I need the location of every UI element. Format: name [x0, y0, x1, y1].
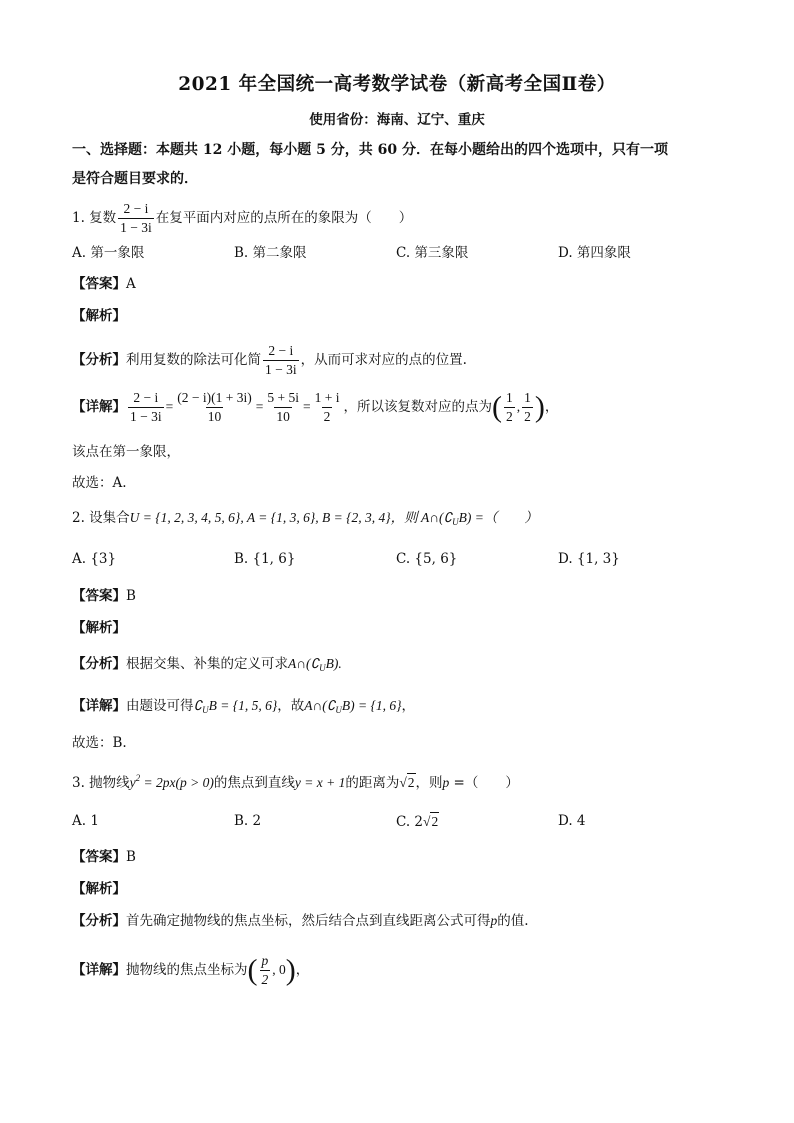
q1-frac-den: 1 − 3i — [120, 220, 152, 235]
q2-detail-expr2b: B) = {1, 6} — [341, 698, 402, 713]
q3-curve-a: y — [129, 775, 136, 790]
q1-choose: 故选：A. — [72, 475, 127, 491]
q2-ask-sub: U — [452, 517, 459, 527]
q2-choose: 故选：B. — [72, 735, 127, 751]
page-subtitle: 使用省份：海南、辽宁、重庆 — [309, 112, 485, 128]
q3-end: =（ ） — [449, 775, 519, 791]
answer-label: 【答案】 — [72, 588, 126, 604]
q1-px-num: 1 — [505, 390, 513, 405]
q3-option-c: C. 2√2 — [396, 814, 439, 830]
xiangjie-label: 【详解】 — [72, 698, 126, 714]
q3-option-b: B. 2 — [234, 813, 262, 829]
q1-detail-end: ， — [544, 399, 559, 415]
xiangjie-label: 【详解】 — [72, 962, 126, 978]
q2-answer-line — [72, 587, 136, 605]
q2-detail-text: 由题设可得 — [126, 698, 194, 714]
q1-detail-frac1 — [128, 390, 164, 425]
q2-detail-sub2: U — [335, 705, 342, 715]
q1-fenxi-den: 1 − 3i — [265, 362, 297, 377]
q3-mid1: 的焦点到直线 — [213, 775, 295, 791]
q1-detail-frac2 — [175, 390, 253, 425]
q3-focus-den: 2 — [261, 972, 269, 987]
answer-label: 【答案】 — [72, 276, 126, 292]
q2-sets: U = {1, 2, 3, 4, 5, 6}, A = {1, 3, 6}, B = {2, 3, 4} — [129, 510, 391, 525]
q3-analysis-head: 【解析】 — [72, 881, 126, 897]
q3-detail: 【详解】抛物线的焦点坐标为( $\frac{p}{2}$ , 0)， — [72, 953, 310, 987]
q2-fenxi — [72, 655, 342, 677]
q3-sqrt-val: 2 — [407, 775, 415, 790]
q3-p-var: p — [442, 775, 450, 790]
q2-detail-expr2: A∩(∁ — [304, 698, 336, 713]
q3-focus-rest: , 0 — [272, 962, 286, 977]
q1-px-den: 2 — [505, 409, 513, 424]
q2-detail-expr1b: B = {1, 5, 6} — [208, 698, 278, 713]
q3-focus-num: p — [261, 953, 269, 968]
q1-fraction — [118, 201, 154, 236]
q3-stem: 3. 抛物线$y^2 = 2px(p > 0)$的焦点到直线y = x + 1的距离为√2，则p =（ ） — [72, 773, 519, 791]
q1-frac-num: 2 − i — [123, 201, 149, 216]
q2-detail-mid: ，故 — [277, 698, 305, 714]
q3-curve-exp: 2 — [135, 773, 141, 783]
q1-py-den: 2 — [524, 409, 531, 424]
q1-fenxi-post: ，从而可求对应的点的位置. — [300, 352, 467, 368]
q2-fenxi-text: 根据交集、补集的定义可求 — [126, 656, 288, 672]
q3-fenxi-text: 首先确定抛物线的焦点坐标，然后结合点到直线距离公式可得 — [126, 913, 491, 929]
q2-fenxi-expr: A∩(∁ — [288, 656, 320, 671]
q1-option-a: A. 第一象限 — [72, 245, 145, 261]
q3-detail-text: 抛物线的焦点坐标为 — [126, 962, 248, 978]
q1-fenxi-text: 利用复数的除法可化简 — [126, 352, 261, 368]
q1-option-c: C. 第三象限 — [396, 245, 469, 261]
q1-d4-num: 1 + i — [314, 390, 340, 405]
q1-d4-den: 2 — [323, 409, 331, 424]
q1-point-y — [522, 390, 533, 425]
q1-option-d: D. 第四象限 — [558, 245, 631, 261]
q1-detail-frac4 — [313, 390, 342, 425]
q3-fenxi-var: p — [490, 913, 498, 928]
q3-option-c-label: C. 2 — [396, 814, 424, 830]
fenxi-label: 【分析】 — [72, 656, 126, 672]
q1-fenxi — [72, 343, 467, 378]
q1-prefix: 1. 复数 — [72, 210, 117, 226]
q1-answer-line — [72, 275, 136, 293]
q3-line-eq: y = x + 1 — [294, 775, 346, 790]
fenxi-label: 【分析】 — [72, 352, 126, 368]
q3-option-a: A. 1 — [72, 813, 99, 829]
answer-label: 【答案】 — [72, 849, 126, 865]
q1-detail-frac3 — [265, 390, 301, 425]
q2-detail — [72, 697, 415, 719]
q1-fenxi-num: 2 − i — [268, 343, 294, 358]
q2-fenxi-end: B). — [325, 656, 342, 671]
page-title: 2021 年全国统一高考数学试卷（新高考全国Ⅱ卷） — [178, 74, 616, 95]
q2-fenxi-sub: U — [319, 663, 326, 673]
q1-point-x — [504, 390, 515, 425]
q3-option-c-sqrt: 2 — [431, 814, 439, 829]
q1-stem — [72, 201, 412, 236]
q1-fenxi-fraction — [263, 343, 299, 378]
section-heading-line2: 是符合题目要求的． — [72, 171, 198, 187]
q1-d2-num: (2 − i)(1 + 3i) — [177, 390, 252, 405]
q2-detail-end: ， — [401, 698, 415, 714]
q1-d3-den: 10 — [276, 409, 290, 424]
q2-option-b: B. {1, 6} — [234, 551, 296, 567]
q2-ask: ，则 A∩(∁ — [390, 510, 453, 525]
q1-d3-num: 5 + 5i — [267, 390, 299, 405]
q1-py-num: 1 — [524, 390, 531, 405]
q3-answer: B — [126, 849, 136, 865]
q2-option-c: C. {5, 6} — [396, 551, 458, 567]
q2-stem — [72, 509, 538, 531]
q1-option-b: B. 第二象限 — [234, 245, 307, 261]
q1-detail: 【详解】 $\frac{2 - i}{1 - 3i}$ = $\frac{(2 - i)(1 + 3i)}{10}$ = $\frac{5 + 5i}{10}$ = $\frac{1 + i}{2}$ ，所以该复数对应的点为( $\frac{1}{2}$ , $\frac{1}{2}$ )， — [72, 390, 559, 424]
q2-detail-expr1: ∁ — [193, 698, 203, 713]
q3-detail-end: ， — [295, 962, 310, 978]
section-heading-line1: 一、选择题：本题共 12 小题，每小题 5 分，共 60 分．在每小题给出的四个选项中，只有一项 — [72, 142, 668, 158]
xiangjie-label: 【详解】 — [72, 399, 126, 415]
q1-d2-den: 10 — [207, 409, 222, 424]
q1-d1-den: 1 − 3i — [130, 409, 162, 424]
q2-prefix: 2. 设集合 — [72, 510, 130, 526]
q3-fenxi — [72, 912, 529, 930]
q3-mid3: ，则 — [415, 775, 443, 791]
q2-detail-sub1: U — [202, 705, 209, 715]
q1-detail-line2: 该点在第一象限， — [72, 444, 180, 460]
q2-option-d: D. {1, 3} — [558, 551, 620, 567]
q3-curve-b: = 2px(p > 0) — [140, 775, 214, 790]
q2-ask-end: B) =（ ） — [458, 510, 538, 525]
q3-mid2: 的距离为 — [345, 775, 400, 791]
q2-option-a: A. {3} — [72, 551, 117, 567]
q3-focus-frac — [260, 953, 271, 988]
q3-prefix: 3. 抛物线 — [72, 775, 130, 791]
q1-analysis-head: 【解析】 — [72, 308, 126, 324]
q1-d1-num: 2 − i — [133, 390, 159, 405]
q1-answer: A — [126, 276, 136, 292]
q2-analysis-head: 【解析】 — [72, 620, 126, 636]
q3-answer-line — [72, 848, 136, 866]
q3-option-d: D. 4 — [558, 813, 586, 829]
q1-suffix: 在复平面内对应的点所在的象限为（ ） — [155, 210, 413, 226]
fenxi-label: 【分析】 — [72, 913, 126, 929]
q2-answer: B — [126, 588, 136, 604]
q1-detail-mid: ，所以该复数对应的点为 — [343, 399, 492, 415]
q3-fenxi-end: 的值. — [497, 913, 529, 929]
